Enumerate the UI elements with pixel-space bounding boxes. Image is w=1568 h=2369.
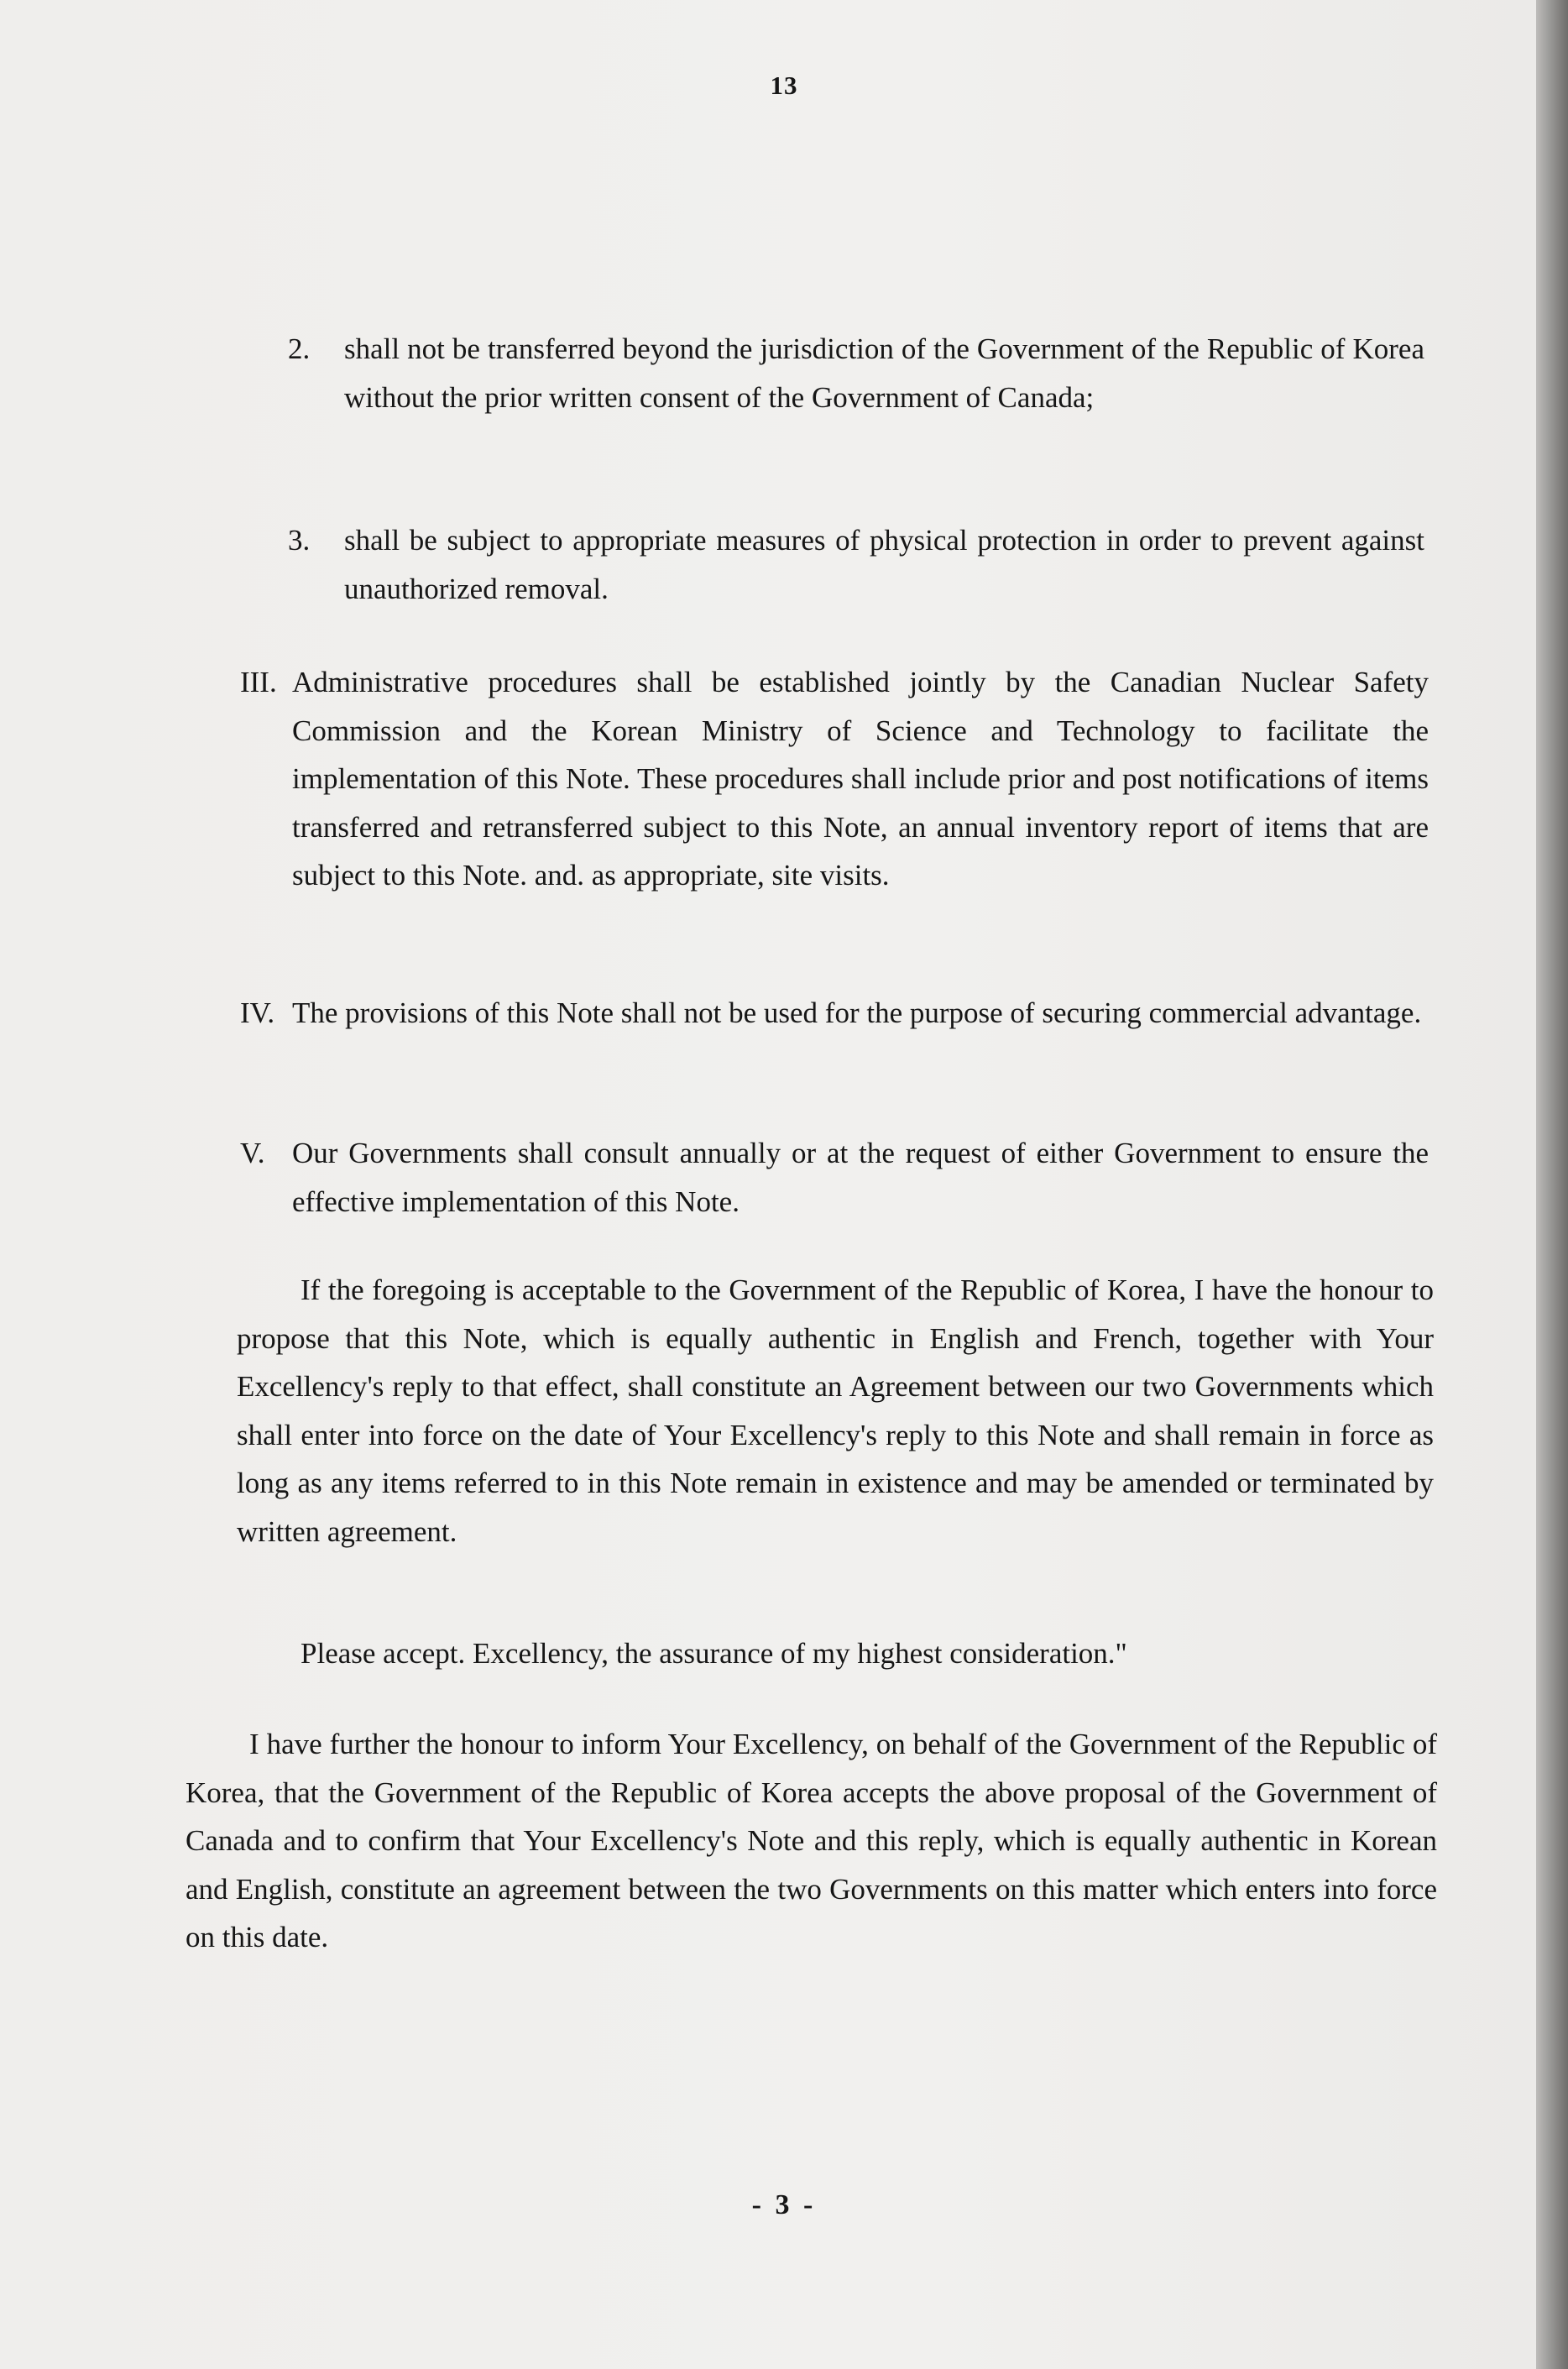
section-text: Administrative procedures shall be established jointly by the Canadian Nuclear Safety Commission and the Korean Ministry of Science and Technology to facilitate the implementation of this Note. These procedures shall include prior and post notifications of items transferred and retransferred subject to this Note, an annual inventory report of items that are subject to this Note. and. as appropriate, site visits. — [292, 666, 1429, 892]
section-iv — [240, 989, 1429, 1038]
subitem-text: shall be subject to appropriate measures of physical protection in order to prevent against unauthorized removal. — [344, 524, 1424, 605]
subitem-number: 3. — [288, 524, 311, 557]
section-text: Our Governments shall consult annually or at the request of either Government to ensure the effective implementation of this Note. — [292, 1137, 1429, 1218]
section-iii — [240, 658, 1429, 900]
section-number: V. — [240, 1137, 265, 1169]
paragraph-proposal: If the foregoing is acceptable to the Government of the Republic of Korea, I have the honour to propose that this Note, which is equally authentic in English and French, together with Your Excellency's reply to that effect, shall constitute an Agreement between our two Governments which shall enter into force on the date of Your Excellency's reply to this Note and shall remain in force as long as any items referred to in this Note remain in existence and may be amended or terminated by written agreement. — [237, 1273, 1434, 1548]
paragraph-reply: I have further the honour to inform Your Excellency, on behalf of the Government of the Republic of Korea, that the Government of the Republic of Korea accepts the above proposal of the Government of Canada and to confirm that Your Excellency's Note and this reply, which is equally authentic in Korean and English, constitute an agreement between the two Governments on this matter which enters into force on this date. — [186, 1728, 1437, 1953]
subitem-number: 2. — [288, 332, 311, 365]
section-number: IV. — [240, 996, 275, 1029]
section-number: III. — [240, 666, 277, 698]
page-footer-number: - 3 - — [751, 2189, 817, 2220]
page-number: 13 — [770, 71, 798, 100]
section-text: The provisions of this Note shall not be used for the purpose of securing commercial advantage. — [292, 996, 1422, 1029]
subitem-3 — [288, 516, 1424, 613]
page-binding-edge — [1536, 0, 1568, 2369]
subitem-2 — [288, 325, 1424, 421]
paragraph-closing: Please accept. Excellency, the assurance of my highest consideration." — [301, 1637, 1127, 1670]
section-v — [240, 1129, 1429, 1226]
subitem-text: shall not be transferred beyond the jurisdiction of the Government of the Republic of Korea without the prior written consent of the Government of Canada; — [344, 332, 1424, 414]
